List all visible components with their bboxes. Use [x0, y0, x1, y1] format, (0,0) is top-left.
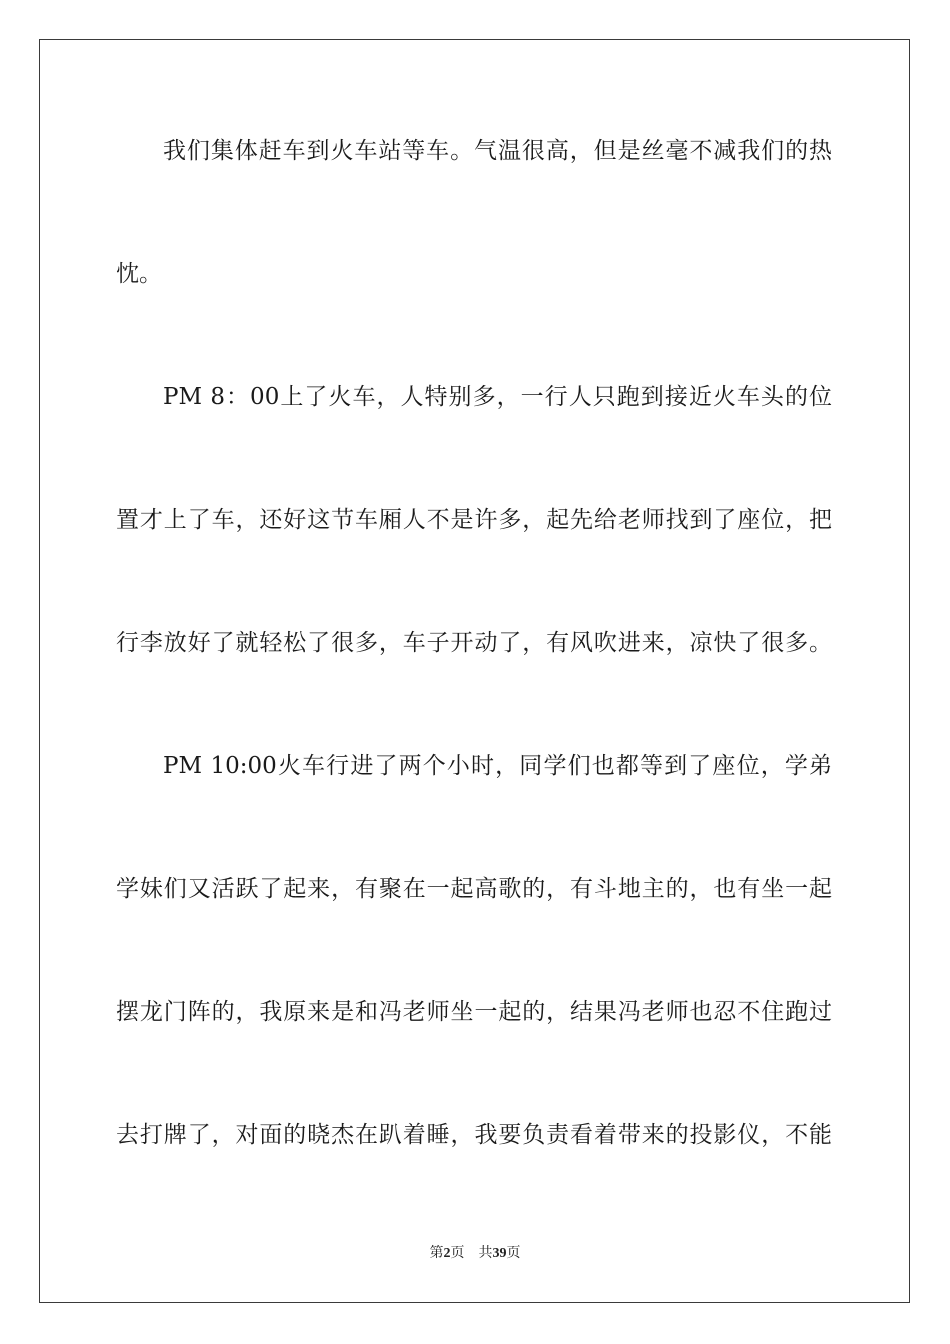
paragraph-3-line-1: PM 10:00火车行进了两个小时，同学们也都等到了座位，学弟 [163, 753, 832, 779]
paragraph-1-line-2: 忱。 [116, 261, 162, 287]
paragraph-2-line-3: 行李放好了就轻松了很多，车子开动了，有风吹进来，凉快了很多。 [116, 630, 832, 656]
paragraph-2-line-2: 置才上了车，还好这节车厢人不是许多，起先给老师找到了座位，把 [116, 507, 832, 533]
page-border [39, 39, 910, 1303]
total-label-suffix: 页 [506, 1246, 521, 1261]
total-pages: 39 [492, 1246, 507, 1261]
page-footer [0, 1244, 950, 1264]
page-label-suffix: 页 [450, 1246, 465, 1261]
paragraph-3-line-3: 摆龙门阵的，我原来是和冯老师坐一起的，结果冯老师也忍不住跑过 [116, 999, 832, 1025]
page-number: 2 [443, 1246, 451, 1261]
paragraph-2-line-1: PM 8：00上了火车，人特别多，一行人只跑到接近火车头的位 [163, 384, 832, 410]
paragraph-3-line-4: 去打牌了，对面的晓杰在趴着睡，我要负责看着带来的投影仪，不能 [116, 1122, 832, 1148]
total-label-prefix: 共 [478, 1246, 493, 1261]
page-label-prefix: 第 [429, 1246, 444, 1261]
paragraph-3-line-2: 学妹们又活跃了起来，有聚在一起高歌的，有斗地主的，也有坐一起 [116, 876, 832, 902]
paragraph-1-line-1: 我们集体赶车到火车站等车。气温很高，但是丝毫不减我们的热 [163, 138, 832, 164]
